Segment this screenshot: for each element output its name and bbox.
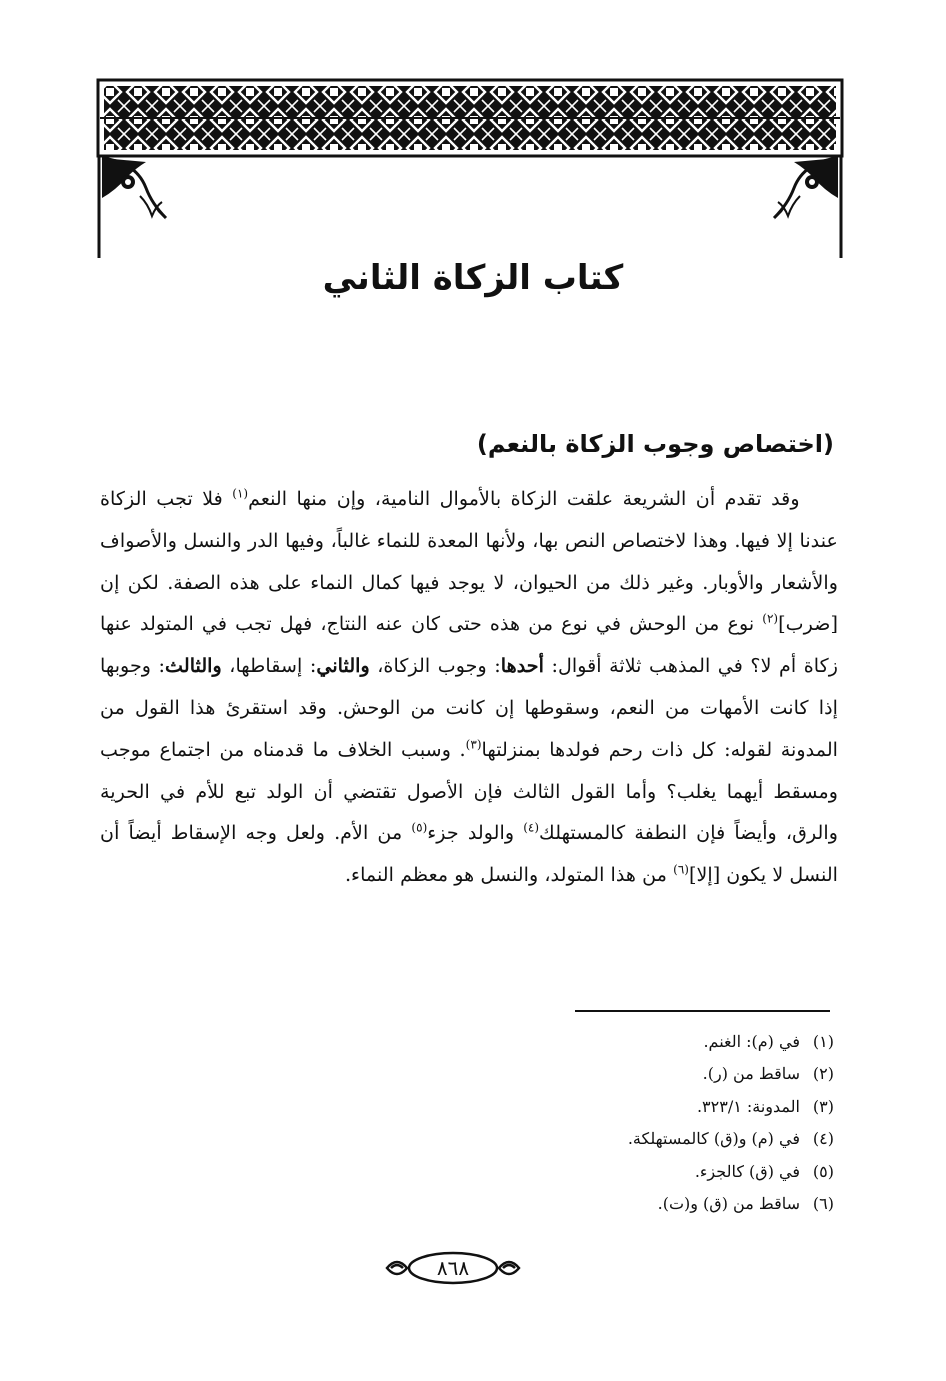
body-segment: من الأم. ولعل وجه الإسقاط أيضاً أن النسل لا يكون [إلا] [100, 821, 838, 887]
footnote-ref: (٦) [673, 862, 689, 877]
body-segment: نوع من الوحش في نوع من هذه حتى كان عنه النتاج، فهل تجب في المتولد عنها زكاة أم لا؟ في المذهب ثلاثة أقوال: [100, 612, 839, 678]
footnote-number: (٣) [812, 1096, 834, 1116]
footnote-text: في (ق) كالجزء. [694, 1161, 800, 1181]
footnote-number: (٢) [812, 1064, 834, 1084]
corner-ornament-right [774, 158, 838, 220]
body-paragraph [100, 478, 838, 896]
footnote-text: المدونة: ٣٢٣/١. [696, 1096, 800, 1116]
body-segment: وقد تقدم أن الشريعة علقت الزكاة بالأموال النامية، وإن منها النعم [248, 487, 800, 510]
chapter-title: كتاب الزكاة الثاني [322, 258, 624, 298]
body-segment: فلا تجب الزكاة عندنا إلا فيها. وهذا لاختصاص النص بها، ولأنها المعدة للنماء غالباً، وفيها الدر والنسل والأصواف والأشعار والأوبار. وغير ذلك من الحيوان، لا يوجد فيها كمال النماء على هذه الصفة. لكن إن [ضرب] [100, 487, 838, 636]
footnote-ref: (٤) [523, 820, 540, 835]
body-segment: من هذا المتولد، والنسل هو معظم النماء. [344, 863, 674, 887]
footnote [628, 1188, 834, 1220]
bold-term: والثاني [316, 654, 370, 678]
footnote-text: ساقط من (ر). [702, 1064, 800, 1084]
body-segment: والولد جزء [427, 821, 524, 845]
body-segment: : وجوب الزكاة، [369, 654, 501, 678]
footnote [628, 1156, 834, 1188]
page-number: ٨٦٨ [436, 1256, 470, 1280]
footnote-number: (٤) [812, 1129, 834, 1149]
body-segment: . وسبب الخلاف ما قدمناه من اجتماع موجب ومسقط أيهما يغلب؟ وأما القول الثالث فإن الأصول تقتضي أن الولد تبع للأم في الحرية والرق، وأيضاً فإن النطفة كالمستهلك [100, 737, 839, 845]
footnote-divider [575, 1010, 830, 1012]
corner-ornament-left [102, 158, 166, 220]
footnote-ref: (٢) [762, 612, 779, 626]
footnote-ref: (٥) [411, 820, 428, 835]
footnote [628, 1123, 834, 1155]
footnote [628, 1058, 834, 1090]
footnote-text: في (م): الغنم. [703, 1032, 800, 1051]
body-text [100, 478, 838, 896]
footnote-ref: (١) [232, 486, 249, 501]
footnote [628, 1026, 834, 1058]
footnote-text: ساقط من (ق) و(ت). [657, 1194, 800, 1214]
footnote-number: (٥) [812, 1161, 834, 1181]
section-heading: (اختصاص وجوب الزكاة بالنعم) [476, 430, 834, 458]
footnote-number: (٦) [812, 1194, 834, 1214]
page-number-ornament [383, 1250, 523, 1286]
body-segment: : إسقاطها، [221, 654, 317, 678]
footnote-number: (١) [812, 1032, 834, 1051]
bold-term: والثالث [165, 654, 222, 678]
footnote-text: في (م) و(ق) كالمستهلكة. [627, 1129, 800, 1149]
footnotes [628, 1026, 834, 1220]
bold-term: أحدها [500, 654, 544, 678]
body-segment: : وجوبها إذا كانت الأمهات من النعم، وسقوطها إن كانت من الوحش. وقد استقرئ هذا القول من المدونة لقوله: كل ذات رحم فولدها بمنزلتها [100, 654, 839, 761]
footnote-ref: (٣) [465, 737, 482, 752]
footnote [628, 1091, 834, 1123]
ornamental-header-frame [96, 78, 844, 260]
